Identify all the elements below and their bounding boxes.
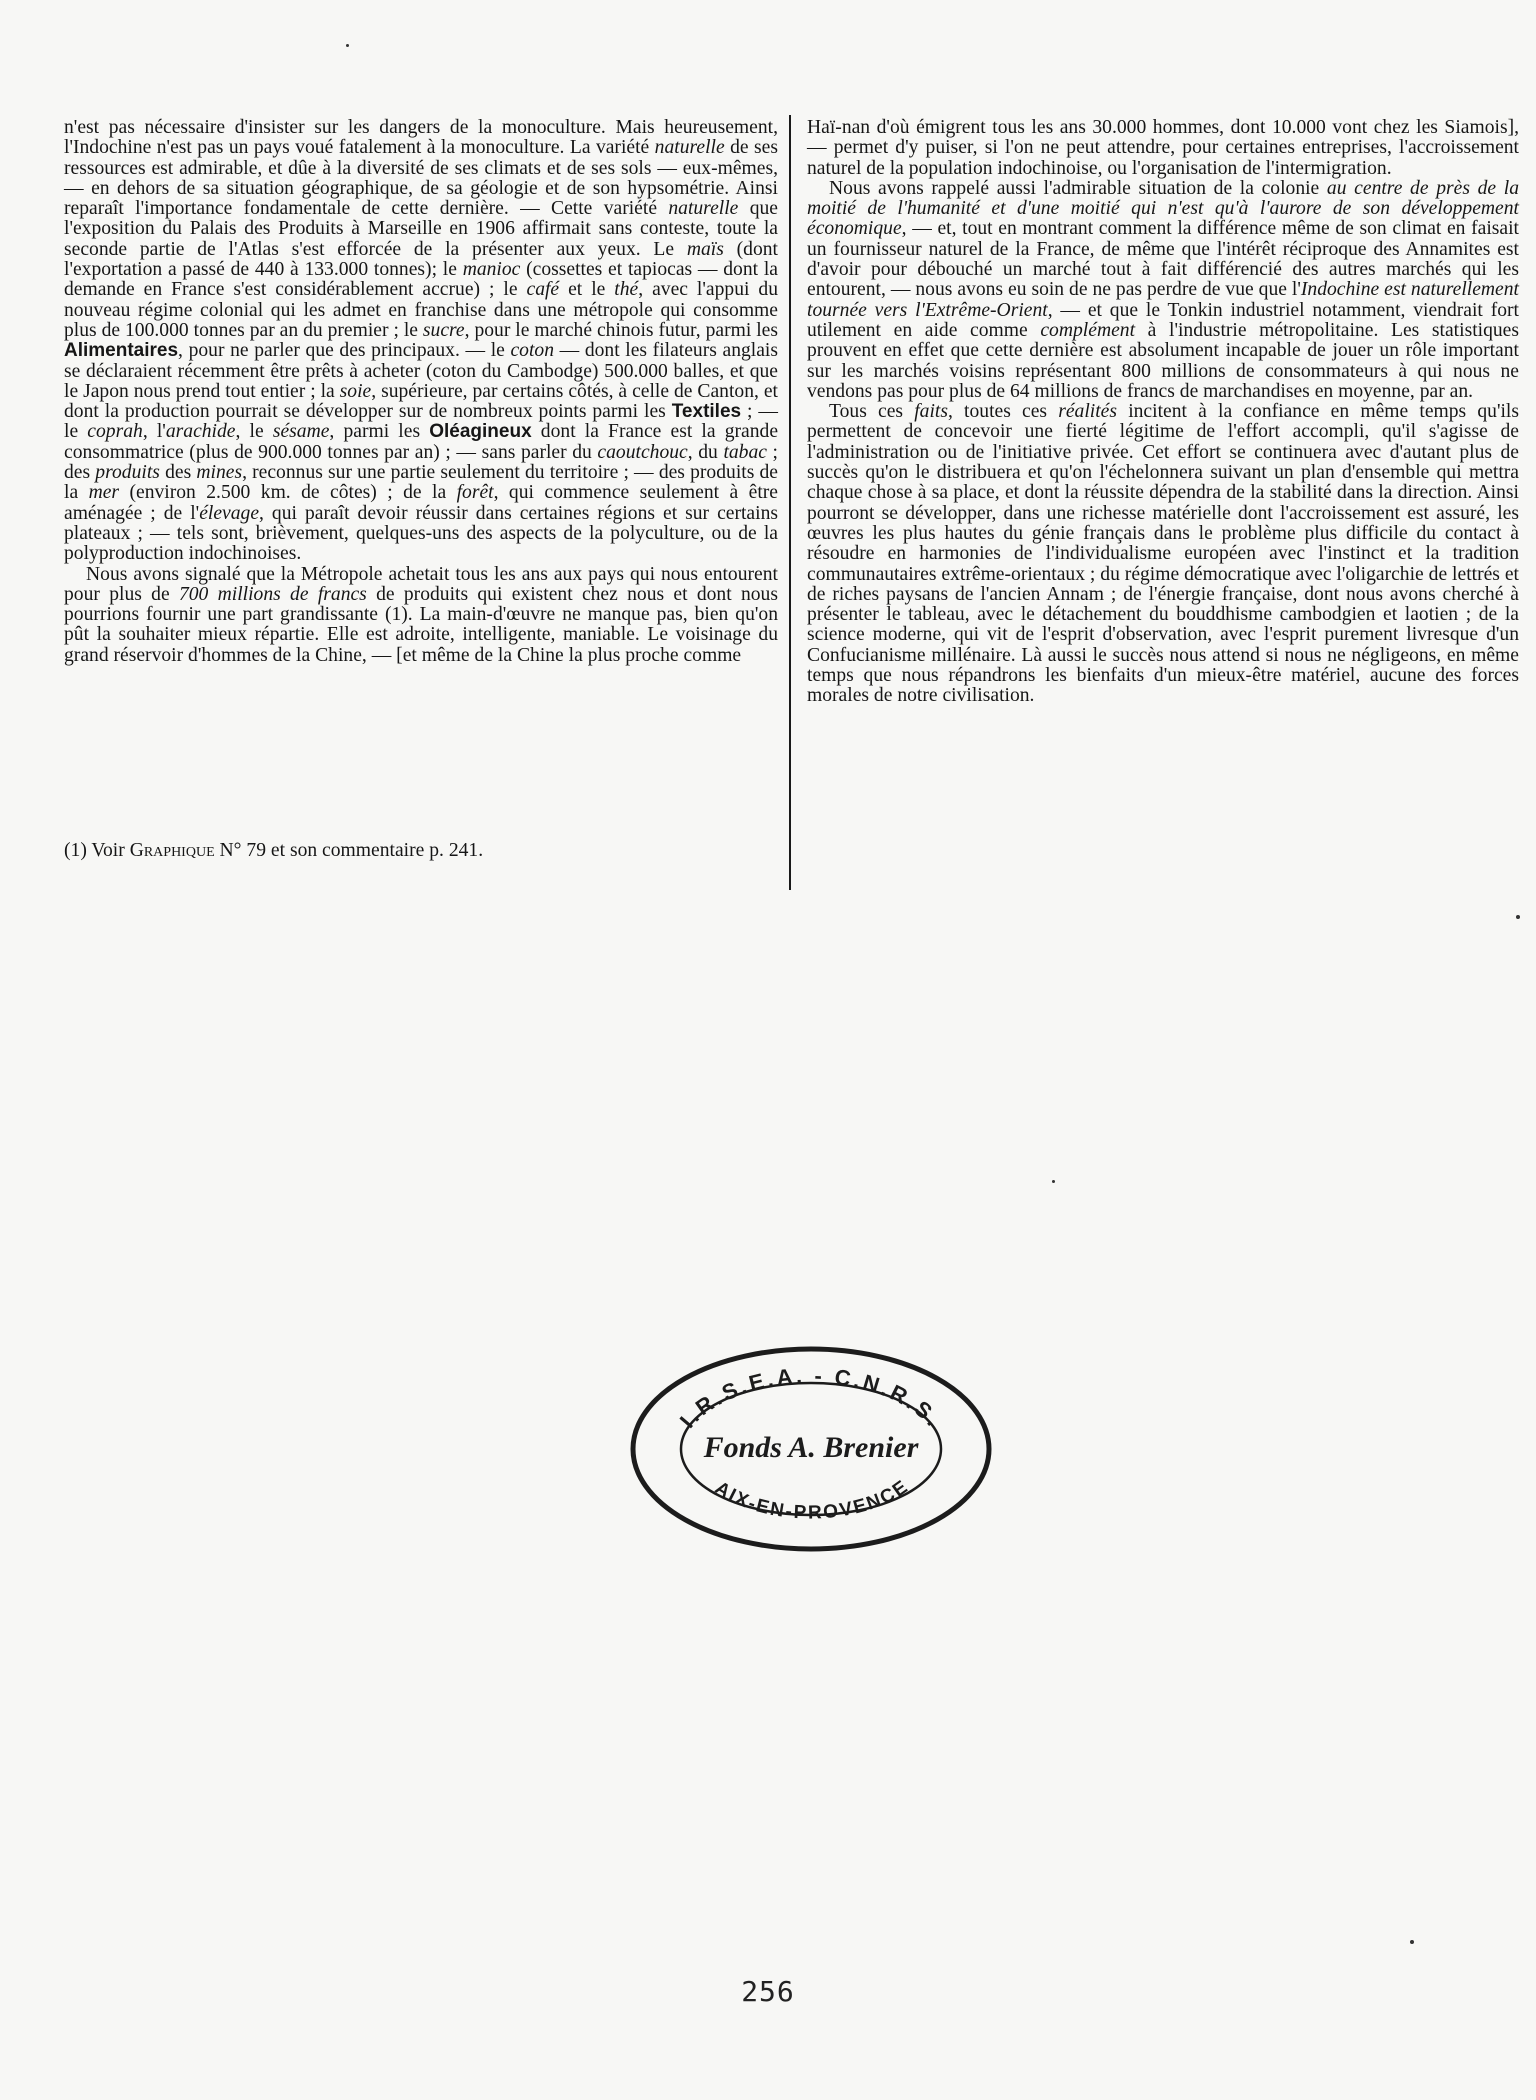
category-oleagineux: Oléagineux	[429, 421, 532, 443]
left-paragraph-1: n'est pas nécessaire d'insister sur les dangers de la monoculture. Mais heureusement, l'Indochine n'est pas un pays voué fatalement à la monoculture. La variété naturelle de ses ressources est admirable, et dûe à la diversité de ses climats et de ses sols — eux-mêmes, — en dehors de sa situation géographique, de sa géologie et de son hypsométrie. Ainsi reparaît l'importance fondamentale de cette dernière. — Cette variété naturelle que l'exposition du Palais des Produits à Marseille en 1906 affirmait sans conteste, toute la seconde partie de l'Atlas s'est efforcée de la présenter aux yeux. Le maïs (dont l'exportation a passé de 440 à 133.000 tonnes); le manioc (cossettes et tapiocas — dont la demande en France s'est considérablement accrue) ; le café et le thé, avec l'appui du nouveau régime colonial qui les admet en franchise dans une métropole qui consomme plus de 100.000 tonnes par an du premier ; le sucre, pour le marché chinois futur, parmi les Alimentaires, pour ne parler que des principaux. — le coton — dont les filateurs anglais se déclaraient récemment être prêts à acheter (coton du Cambodge) 500.000 balles, et que le Japon nous prend tout entier ; la soie, supérieure, par certains côtés, à celle de Canton, et dont la production pourrait se développer sur de nombreux points parmi les Textiles ; — le coprah, l'arachide, le sésame, parmi les Oléagineux dont la France est la grande consommatrice (plus de 900.000 tonnes par an) ; — sans parler du caoutchouc, du tabac ; des produits des mines, reconnus sur une partie seulement du territoire ; — des produits de la mer (environ 2.500 km. de côtes) ; de la forêt, qui commence seulement à être aménagée ; de l'élevage, qui paraît devoir réussir dans certaines régions et sur certains plateaux ; — tels sont, brièvement, quelques-uns des aspects de la polyculture, ou de la polyproduction indochinoises.	[64, 117, 779, 565]
category-alimentaires: Alimentaires	[64, 340, 179, 362]
svg-text:AIX-EN-PROVENCE	[711, 1476, 913, 1524]
scan-speck	[1410, 1940, 1414, 1944]
footnote: (1) Voir Graphique N° 79 et son commentaire p. 241.	[64, 840, 484, 861]
stamp-center-text: Fonds A. Brenier	[703, 1431, 919, 1464]
scan-speck	[1052, 1180, 1055, 1183]
left-column	[64, 118, 778, 666]
page-number: 256	[741, 1975, 795, 2008]
svg-text:I.R.S.E.A. - C.N.R.S.	[675, 1363, 947, 1433]
stamp-bottom-text: AIX-EN-PROVENCE	[711, 1475, 913, 1524]
stamp-top-text: I.R.S.E.A. - C.N.R.S.	[674, 1362, 948, 1433]
library-stamp	[627, 1343, 995, 1556]
category-textiles: Textiles	[671, 401, 742, 423]
scan-speck	[1516, 915, 1520, 919]
right-column	[807, 118, 1519, 707]
right-paragraph-2: Nous avons rappelé aussi l'admirable situation de la colonie au centre de près de la moitié de l'humanité et d'une moitié qui n'est qu'à l'aurore de son développement économique, — et, tout en montrant comment la différence même de son climat en faisait un fournisseur naturel de la France, de même que l'intérêt réciproque des Annamites est d'avoir pour débouché un marché tout à fait différencié des autres marchés qui les entourent, — nous avons eu soin de ne pas perdre de vue que l'Indochine est naturellement tournée vers l'Extrême-Orient, — et que le Tonkin industriel notamment, viendrait fort utilement en aide comme complément à l'industrie métropolitaine. Les statistiques prouvent en effet que cette dernière est absolument incapable de jouer un rôle important sur les marchés voisins représentant 800 millions de consommateurs à qui nous ne vendons pas pour plus de 64 millions de francs de marchandises en moyenne, par an.	[807, 177, 1519, 402]
scan-speck	[346, 44, 349, 47]
right-paragraph-3: Tous ces faits, toutes ces réalités incitent à la confiance en même temps qu'ils permettent de concevoir une fierté légitime de l'effort accompli, qu'il s'agisse de l'administration ou de l'initiative privée. Cet effort se continuera avec d'autant plus de succès qu'on le distribuera et qu'on l'échelonnera suivant un plan d'ensemble qui mettra chaque chose à sa place, et dont la réussite dépendra de la stabilité dans la direction. Ainsi pourront se développer, dans une richesse matérielle dont l'accroissement est assuré, les œuvres les plus hautes du génie français dans le problème plus difficile du contact à résoudre en harmonies de l'individualisme européen avec l'instinct et la tradition communautaires extrême-orientaux ; du régime démocratique avec l'oligarchie de lettrés et de riches paysans de l'ancien Annam ; de l'énergie française, dont nous avons cherché à présenter le tableau, avec le détachement du bouddhisme cambodgien et laotien ; de la science moderne, qui vit de l'esprit d'observation, avec l'esprit purement livresque d'un Confucianisme millénaire. Là aussi le succès nous attend si nous ne négligeons, en même temps que nous répandrons les bienfaits d'un mieux-être matériel, aucune des forces morales de notre civilisation.	[807, 401, 1519, 707]
left-paragraph-2: Nous avons signalé que la Métropole achetait tous les ans aux pays qui nous entourent pour plus de 700 millions de francs de produits qui existent chez nous et dont nous pourrions fournir une part grandissante (1). La main-d'œuvre ne manque pas, bien qu'on pût la souhaiter mieux répartie. Elle est adroite, intelligente, maniable. Le voisinage du grand réservoir d'hommes de la Chine, — [et même de la Chine la plus proche comme	[64, 563, 778, 666]
column-divider	[789, 115, 791, 890]
right-paragraph-1: Haï-nan d'où émigrent tous les ans 30.000 hommes, dont 10.000 vont chez les Siamois], — permet d'y puiser, si l'on ne peut attendre, pour certaines entreprises, l'accroissement naturel de la population indochinoise, ou l'organisation de l'intermigration.	[807, 117, 1519, 179]
